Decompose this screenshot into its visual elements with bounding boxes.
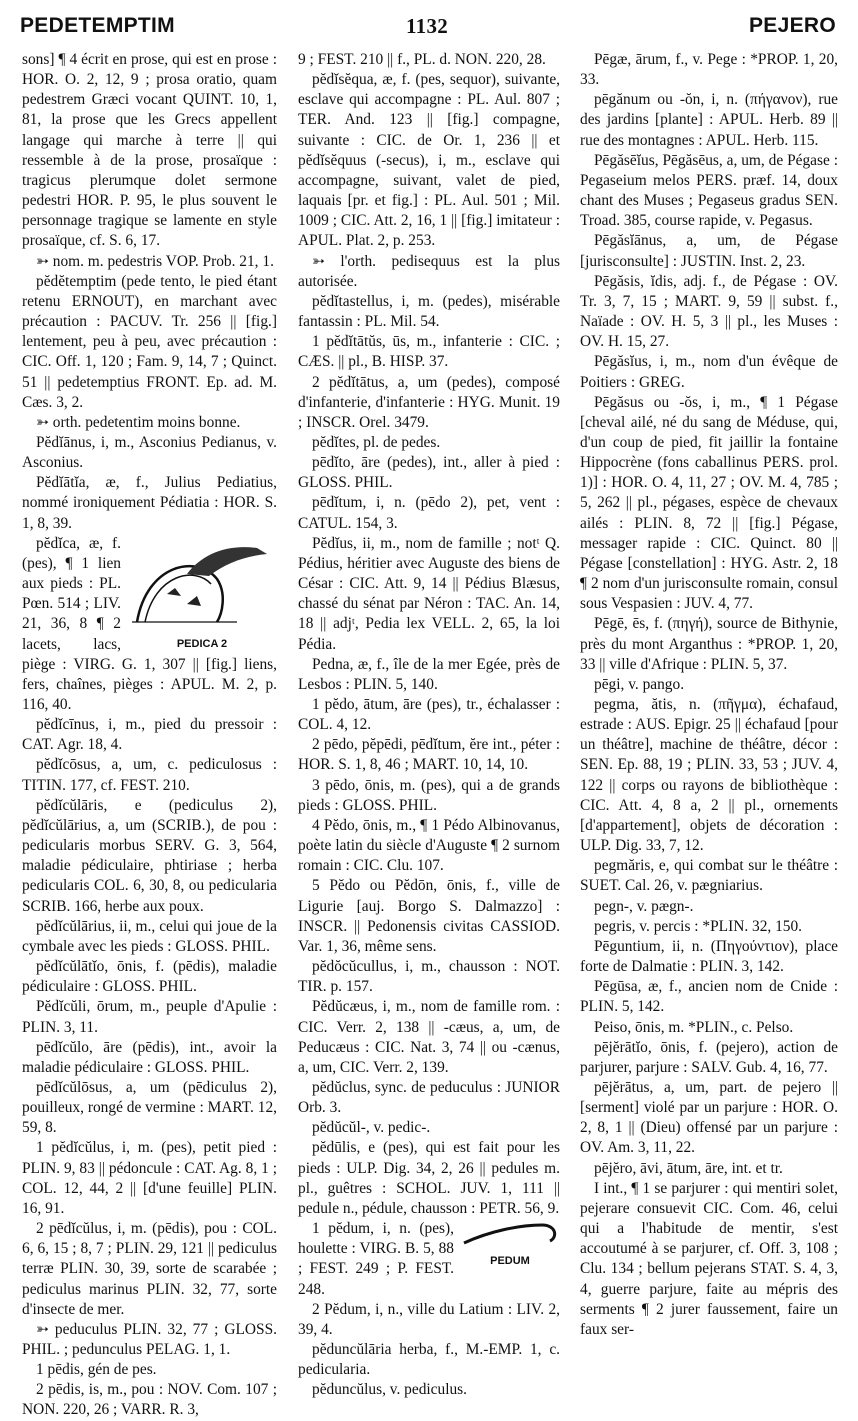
entry: pĕdŭclus, sync. de peduculus : JUNIOR Orb. 3. <box>298 1078 560 1117</box>
entry: pĕdĭtes, pl. de pedes. <box>312 433 441 451</box>
entry: pĕdĭca, æ, f. (pes), ¶ 1 lien aux pieds : PL. Pœn. 514 ; LIV. 21, 36, 8 ¶ 2 lacets, lacs, piège : VIRG. G. 1, 307 || [fig.] liens, fers, chaînes, pièges : APUL. M. 2, p. 116, 40. <box>22 534 277 713</box>
entry: I int., ¶ 1 se parjurer : qui mentiri solet, pejerare consuevit CIC. Com. 46, celui qui a l'habitude de mentir, s'est accoutumé à se parjurer, cf. Off. 3, 108 ; Clu. 134 ; bellum pejerans STAT. S. 4, 3, 4, guerre parjure, faite au mépris des serments ¶ 2 jurer faussement, faire un faux ser- <box>580 1179 838 1338</box>
entry: 2 pēdis, is, m., pou : NOV. Com. 107 ; NON. 220, 26 ; VARR. R. 3, <box>22 1381 277 1419</box>
entry: Pĕdĭātĭa, æ, f., Julius Pediatius, nommé ironiquement Pédiatia : HOR. S. 1, 8, 39. <box>22 474 277 532</box>
entry: pĕdĭcŭlātĭo, ōnis, f. (pēdis), maladie pédiculaire : GLOSS. PHIL. <box>22 958 277 996</box>
column-3 <box>580 50 838 1355</box>
entry: Pēgūsa, æ, f., ancien nom de Cnide : PLIN. 5, 142. <box>580 978 838 1016</box>
entry: Pĕdĭānus, i, m., Asconius Pedianus, v. Asconius. <box>22 433 277 472</box>
entry: pegma, ătis, n. (πῆγμα), échafaud, estrade : AUS. Epigr. 25 || échafaud [pour un théâtre], machine de théâtre, décor : SEN. Ep. 88, 19 ; PLIN. 33, 53 ; JUV. 4, 122 || corps ou rayons de bibliothèque : CIC. Att. 4, 8 a, 2 || pl., ornements [d'appartement], objets de décoration : ULP. Dig. 33, 7, 12. <box>580 696 838 855</box>
page-header <box>0 0 858 40</box>
column-2 <box>298 50 560 1399</box>
entry: pĕdŭcŭl-, v. pedic-. <box>312 1119 431 1137</box>
entry: pējĕrātus, a, um, part. de pejero || [serment] violé par un parjure : HOR. O. 2, 8, 1 || (Dieu) offensé par un parjure : OV. Am. 3, 11, 22. <box>580 1078 838 1157</box>
entry: Pēgăsĭānus, a, um, de Pégase [jurisconsulte] : JUSTIN. Inst. 2, 23. <box>580 232 838 270</box>
entry: pĕdĭcŭlāris, e (pediculus 2), pĕdĭcŭlārius, a, um (SCRIB.), de pou : pedicularis morbus SERV. G. 3, 564, maladie pédiculaire, phtiriase ; herba pedicularis COL. 6, 30, 8, ou pedicularia SCRIB. 166, herbe aux poux. <box>22 796 277 915</box>
pedum-caption: PEDUM <box>490 1255 530 1268</box>
entry: pĕdĭtastellus, i, m. (pedes), misérable fantassin : PL. Mil. 54. <box>298 292 560 331</box>
entry: Peiso, ōnis, m. *PLIN., c. Pelso. <box>594 1018 794 1036</box>
entry: Pĕdĭus, ii, m., nom de famille ; notᵗ Q. Pédius, héritier avec Auguste des biens de César : CIC. Att. 9, 14 || Pédius Blæsus, chassé du sénat par Néron : TAC. An. 14, 18 || adjᵗ, Pedia lex VELL. 2, 65, la loi Pédia. <box>298 534 560 653</box>
entry: Pĕdŭcæus, i, m., nom de famille rom. : CIC. Verr. 2, 138 || -cæus, a, um, de Peducæus : CIC. Nat. 3, 74 || ou -cænus, a, um, CIC. Verr. 2, 139. <box>298 998 560 1076</box>
entry: pēgănum ou -ŏn, i, n. (πήγανον), rue des jardins [plante] : APUL. Herb. 89 || rue des montagnes : APUL. Herb. 115. <box>580 91 838 149</box>
entry: pĕdĭcōsus, a, um, c. pediculosus : TITIN. 177, cf. FEST. 210. <box>22 756 277 794</box>
entry: pĕdĕtemptim (pede tento, le pied étant retenu ERNOUT), en marchant avec précaution : PACUV. Tr. 256 || [fig.] lentement, peu à peu, avec précaution : CIC. Off. 1, 120 ; Fam. 9, 14, 7 ; Quinct. 51 || pedetemptius FRONT. Ep. ad. M. Cæs. 3, 2. <box>22 272 277 411</box>
column-1 <box>22 50 277 1419</box>
entry: 1 pĕdĭtātŭs, ūs, m., infanterie : CIC. ; CÆS. || pl., B. HISP. 37. <box>298 333 560 371</box>
entry-note: ➳ orth. pedetentim moins bonne. <box>36 413 241 431</box>
entry: sons] ¶ 4 écrit en prose, qui est en prose : HOR. O. 2, 12, 9 ; prosa oratio, quam pedestrem Græci vocant QUINT. 10, 1, 81, la prose que les Grecs appellent langage qui marche à terre || qui ressemble à de la prose, prosaïque : tragicus plerumque dolet sermone pedestri HOR. P. 95, le plus souvent le personnage tragique se lamente en style prosaïque, cf. S. 6, 17. <box>22 51 277 250</box>
entry: 3 pēdo, ōnis, m. (pes), qui a de grands pieds : GLOSS. PHIL. <box>298 776 560 814</box>
entry: pēdĭcŭlōsus, a, um (pēdiculus 2), pouilleux, rongé de vermine : MART. 12, 59, 8. <box>22 1078 277 1137</box>
entry: 1 pĕdĭcŭlus, i, m. (pes), petit pied : PLIN. 9, 83 || pédoncule : CAT. Ag. 8, 1 ; COL. 12, 44, 2 || [d'une feuille] PLIN. 16, 91. <box>22 1139 277 1217</box>
entry: 9 ; FEST. 210 || f., PL. d. NON. 220, 28. <box>298 51 546 68</box>
entry: 2 Pĕdum, i, n., ville du Latium : LIV. 2, 39, 4. <box>298 1300 560 1338</box>
entry-note: ➳ l'orth. pedisequus est la plus autorisée. <box>298 252 560 290</box>
pedica-drawing <box>127 534 277 634</box>
entry: pējĕrātĭo, ōnis, f. (pejero), action de parjurer, parjure : SALV. Gub. 4, 16, 77. <box>580 1038 838 1076</box>
entry: Pēgăsēĭus, Pēgăsēus, a, um, de Pégase : Pegaseium melos PERS. præf. 14, doux chant des Muses ; Pegaseus gradus SEN. Troad. 385, course rapide, v. Pegasus. <box>580 151 838 230</box>
entry: 2 pēdĭcŭlus, i, m. (pēdis), pou : COL. 6, 6, 15 ; 8, 7 ; PLIN. 29, 121 || pediculus terræ PLIN. 30, 39, sorte de scarabée ; pediculus marinus PLIN. 32, 77, sorte d'insecte de mer. <box>22 1220 277 1318</box>
entry-note: ➳ peduculus PLIN. 32, 77 ; GLOSS. PHIL. ; pedunculus PELAG. 1, 1. <box>22 1320 277 1358</box>
entry-note: ➳ nom. m. pedestris VOP. Prob. 21, 1. <box>36 252 274 270</box>
entry: 1 pĕdum, i, n. (pes), houlette : VIRG. B. 5, 88 ; FEST. 249 ; P. FEST. 248. <box>298 1220 454 1298</box>
page-number: 1132 <box>406 14 449 38</box>
entry: pēdĭtum, i, n. (pēdo 2), pet, vent : CATUL. 154, 3. <box>298 494 560 532</box>
entry: Pēguntium, ii, n. (Πηγούντιον), place forte de Dalmatie : PLIN. 3, 142. <box>580 937 838 976</box>
entry: pĕdĭsĕqua, æ, f. (pes, sequor), suivante, esclave qui accompagne : PL. Aul. 807 ; TER. And. 123 || [fig.] compagne, suivante : CIC. de Or. 1, 236 || et pĕdĭsĕquus (-secus), i, m., esclave qui accompagne, suivant, valet de pied, laquais [pr. et fig.] : PL. Aul. 501 ; Mil. 1009 ; CIC. Att. 2, 16, 1 || [fig.] imitateur : APUL. Plat. 2, p. 253. <box>298 71 560 250</box>
entry: pĕdĭcīnus, i, m., pied du pressoir : CAT. Agr. 18, 4. <box>22 716 277 754</box>
pedica-illustration <box>127 534 277 654</box>
pedica-caption: PEDICA 2 <box>176 637 228 650</box>
entry: pēdĭcŭlo, āre (pēdis), int., avoir la maladie pédiculaire : GLOSS. PHIL. <box>22 1038 277 1076</box>
entry: 2 pĕdĭtātus, a, um (pedes), composé d'infanterie, d'infanterie : HYG. Munit. 19 ; INSCR. Orel. 3479. <box>298 373 560 431</box>
entry: Pēgăsus ou -ŏs, i, m., ¶ 1 Pégase [cheval ailé, né du sang de Méduse, qui, d'un coup de pied, fit jaillir la fontaine Hippocrène (fons caballinus PERS. prol. 1)] : HOR. O. 4, 11, 27 ; OV. M. 4, 785 ; 5, 262 || pl., pégases, espèce de chevaux ailés : PLIN. 8, 72 || [fig.] Pégase, messager rapide : CIC. Quinct. 80 || Pégase [constellation] : HYG. Astr. 2, 18 ¶ 2 nom d'un jurisconsulte romain, consul sous Vespasien : JUV. 4, 77. <box>580 393 838 613</box>
entry: pegris, v. percis : *PLIN. 32, 150. <box>594 917 803 935</box>
entry: Pedna, æ, f., île de la mer Egée, près de Lesbos : PLIN. 5, 140. <box>298 655 560 693</box>
entry: Pēgăsĭus, i, m., nom d'un évêque de Poitiers : GREG. <box>580 353 838 391</box>
pedum-drawing <box>460 1219 560 1255</box>
entry: pĕduncŭlāria herba, f., M.-EMP. 1, c. pedicularia. <box>298 1341 560 1379</box>
entry: pegmăris, e, qui combat sur le théâtre : SUET. Cal. 26, v. pægniarius. <box>580 857 838 895</box>
entry: 1 pĕdo, ātum, āre (pes), tr., échalasser : COL. 4, 12. <box>298 696 560 734</box>
entry: pĕdŏcŭcullus, i, m., chausson : NOT. TIR. p. 157. <box>298 958 560 996</box>
pedum-illustration <box>460 1219 560 1271</box>
entry: pējĕro, āvi, ātum, āre, int. et tr. <box>594 1159 783 1177</box>
entry: pĕdĭcŭlārius, ii, m., celui qui joue de la cymbale avec les pieds : GLOSS. PHIL. <box>22 917 277 955</box>
entry: 1 pēdis, gén de pes. <box>36 1361 157 1379</box>
entry: pēdĭto, āre (pedes), int., aller à pied : GLOSS. PHIL. <box>298 454 560 492</box>
entry: Pēgē, ēs, f. (πηγή), source de Bithynie, près du mont Arganthus : *PROP. 1, 20, 33 || ville d'Afrique : PLIN. 5, 37. <box>580 615 838 673</box>
entry: 2 pēdo, pĕpēdi, pēdĭtum, ĕre int., péter : HOR. S. 1, 8, 46 ; MART. 10, 14, 10. <box>298 736 560 774</box>
entry: pēgi, v. pango. <box>594 675 685 693</box>
entry: Pĕdĭcŭli, ōrum, m., peuple d'Apulie : PLIN. 3, 11. <box>22 998 277 1036</box>
entry: pegn-, v. pægn-. <box>594 897 694 915</box>
entry: Pēgăsis, ĭdis, adj. f., de Pégase : OV. Tr. 3, 7, 15 ; MART. 9, 59 || subst. f., Naïade : OV. H. 5, 3 || pl., les Muses : OV. H. 15, 27. <box>580 272 838 351</box>
entry: pĕduncŭlus, v. pediculus. <box>312 1381 468 1399</box>
running-head-left: PEDETEMPTIM <box>20 14 175 37</box>
entry: pĕdūlis, e (pes), qui est fait pour les pieds : ULP. Dig. 34, 2, 26 || pedules m. pl., guêtres : SCHOL. JUV. 1, 111 || pedule n., pédule, chausson : PETR. 56, 9. <box>298 1139 560 1217</box>
running-head-right: PEJERO <box>749 14 836 37</box>
entry: 5 Pĕdo ou Pĕdōn, ōnis, f., ville de Ligurie [auj. Borgo S. Dalmazzo] : INSCR. || Pedonensis civitas CASSIOD. Var. 1, 36, même sens. <box>298 877 560 955</box>
entry: 4 Pĕdo, ōnis, m., ¶ 1 Pédo Albinovanus, poète latin du siècle d'Auguste ¶ 2 surnom romain : CIC. Clu. 107. <box>298 816 560 875</box>
entry: Pēgæ, ārum, f., v. Pege : *PROP. 1, 20, 33. <box>580 51 838 89</box>
